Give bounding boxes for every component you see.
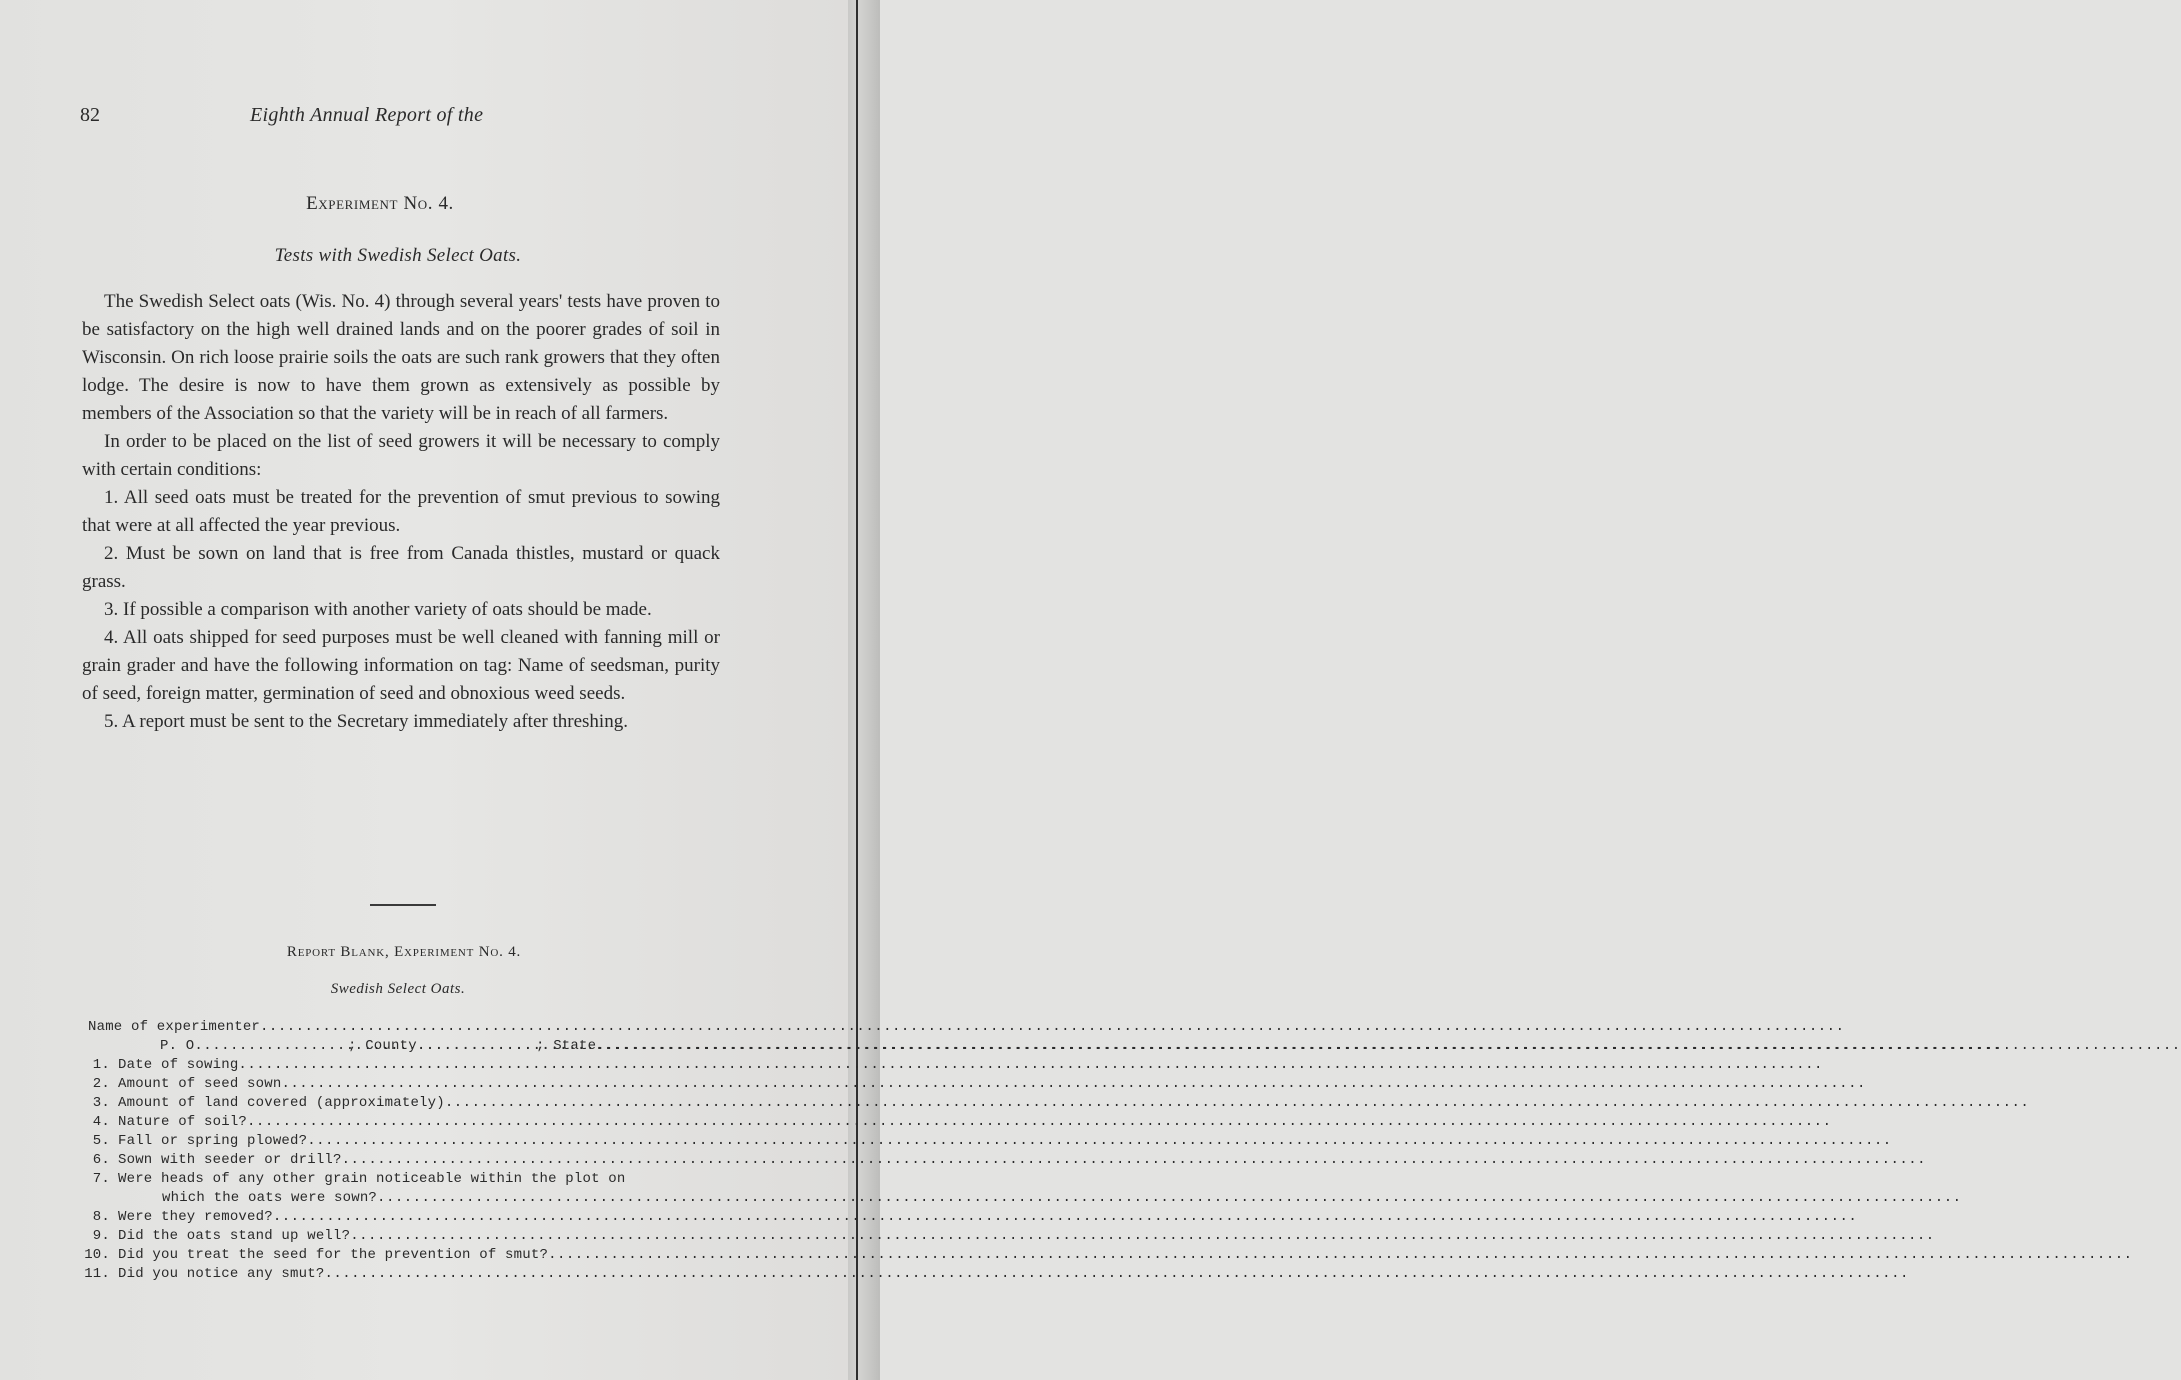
leader-dots xyxy=(342,1151,724,1170)
question-line xyxy=(88,1227,724,1246)
leader-dots xyxy=(417,1037,536,1056)
question-line xyxy=(88,1075,724,1094)
section-divider xyxy=(370,904,436,906)
leader-dots xyxy=(548,1246,724,1265)
report-blank-subtitle: Swedish Select Oats. xyxy=(330,981,466,997)
running-title: Eighth Annual Report of the xyxy=(250,104,484,126)
question-line xyxy=(88,1094,724,1113)
po-label: P. O xyxy=(160,1038,195,1054)
leader-dots xyxy=(247,1113,724,1132)
experiment-subtitle: Tests with Swedish Select Oats. xyxy=(274,245,522,266)
leader-dots xyxy=(281,1075,724,1094)
report-form xyxy=(84,1018,724,1284)
paragraph-conditions: In order to be placed on the list of seed growers it will be necessary to comply with certain conditions: xyxy=(82,431,720,480)
name-label: Name of experimenter xyxy=(88,1019,261,1035)
leader-dots xyxy=(194,1037,348,1056)
leader-dots xyxy=(445,1094,724,1113)
page-binding-edge xyxy=(848,0,880,1380)
question-line xyxy=(88,1132,724,1151)
condition-2: 2. Must be sown on land that is free from Canada thistles, mustard or quack grass. xyxy=(82,543,720,592)
question-text: Did you notice any smut? xyxy=(118,1266,325,1282)
question-line xyxy=(88,1056,724,1075)
leader-dots xyxy=(596,1037,724,1056)
question-number: 5. xyxy=(92,1133,110,1149)
running-head xyxy=(80,104,720,134)
question-line xyxy=(84,1265,724,1284)
question-text: Amount of land covered (approximately) xyxy=(118,1095,445,1111)
binding-line xyxy=(856,0,858,1380)
question-line xyxy=(88,1151,724,1170)
leader-dots xyxy=(260,1018,724,1037)
question-line-continued xyxy=(88,1189,724,1208)
question-text: Were heads of any other grain noticeable within the plot on xyxy=(118,1171,626,1187)
question-line xyxy=(88,1208,724,1227)
question-text: Nature of soil? xyxy=(118,1114,248,1130)
question-line xyxy=(88,1170,724,1189)
question-text: Did the oats stand up well? xyxy=(118,1228,351,1244)
question-line xyxy=(88,1113,724,1132)
leader-dots xyxy=(324,1265,724,1284)
leader-dots xyxy=(350,1227,724,1246)
question-text: Sown with seeder or drill? xyxy=(118,1152,342,1168)
leader-dots xyxy=(273,1208,724,1227)
question-number: 4. xyxy=(92,1114,110,1130)
leader-dots xyxy=(238,1056,724,1075)
question-number: 10. xyxy=(84,1247,110,1263)
question-number: 11. xyxy=(84,1266,110,1282)
question-number: 7. xyxy=(92,1171,110,1187)
question-text: Did you treat the seed for the prevention of smut? xyxy=(118,1247,549,1263)
county-label: ; County xyxy=(348,1038,417,1054)
form-line-name xyxy=(88,1018,724,1037)
page-number: 82 xyxy=(80,104,100,126)
question-text: which the oats were sown? xyxy=(162,1190,378,1206)
question-text: Date of sowing xyxy=(118,1057,239,1073)
question-number: 2. xyxy=(92,1076,110,1092)
question-text: Were they removed? xyxy=(118,1209,273,1225)
state-label: ; State xyxy=(536,1038,597,1054)
form-line-address xyxy=(88,1037,724,1056)
condition-5: 5. A report must be sent to the Secretary immediately after threshing. xyxy=(104,711,628,732)
report-blank-title: Report Blank, Experiment No. 4. xyxy=(286,944,522,960)
experiment-title: Experiment No. 4. xyxy=(306,193,454,214)
leader-dots xyxy=(307,1132,724,1151)
condition-1: 1. All seed oats must be treated for the prevention of smut previous to sowing that were at all affected the year previous. xyxy=(82,487,720,536)
question-number: 6. xyxy=(92,1152,110,1168)
question-text: Fall or spring plowed? xyxy=(118,1133,308,1149)
condition-3: 3. If possible a comparison with another variety of oats should be made. xyxy=(104,599,652,620)
question-number: 9. xyxy=(92,1228,110,1244)
paragraph-intro: The Swedish Select oats (Wis. No. 4) through several years' tests have proven to be satisfactory on the high well drained lands and on the poorer grades of soil in Wisconsin. On rich loose prairie soils the oats are such rank growers that they often lodge. The desire is now to have them grown as extensively as possible by members of the Association so that the variety will be in reach of all farmers. xyxy=(82,291,720,424)
question-number: 1. xyxy=(92,1057,110,1073)
leader-dots xyxy=(377,1189,724,1208)
question-text: Amount of seed sown xyxy=(118,1076,282,1092)
po-segment xyxy=(160,1037,348,1056)
question-line xyxy=(84,1246,724,1265)
question-number: 3. xyxy=(92,1095,110,1111)
body-text xyxy=(82,288,720,736)
condition-4: 4. All oats shipped for seed purposes must be well cleaned with fanning mill or grain grader and have the following information on tag: Name of seedsman, purity of seed, foreign matter, germination of seed and obnoxious weed seeds. xyxy=(82,627,720,704)
question-number: 8. xyxy=(92,1209,110,1225)
